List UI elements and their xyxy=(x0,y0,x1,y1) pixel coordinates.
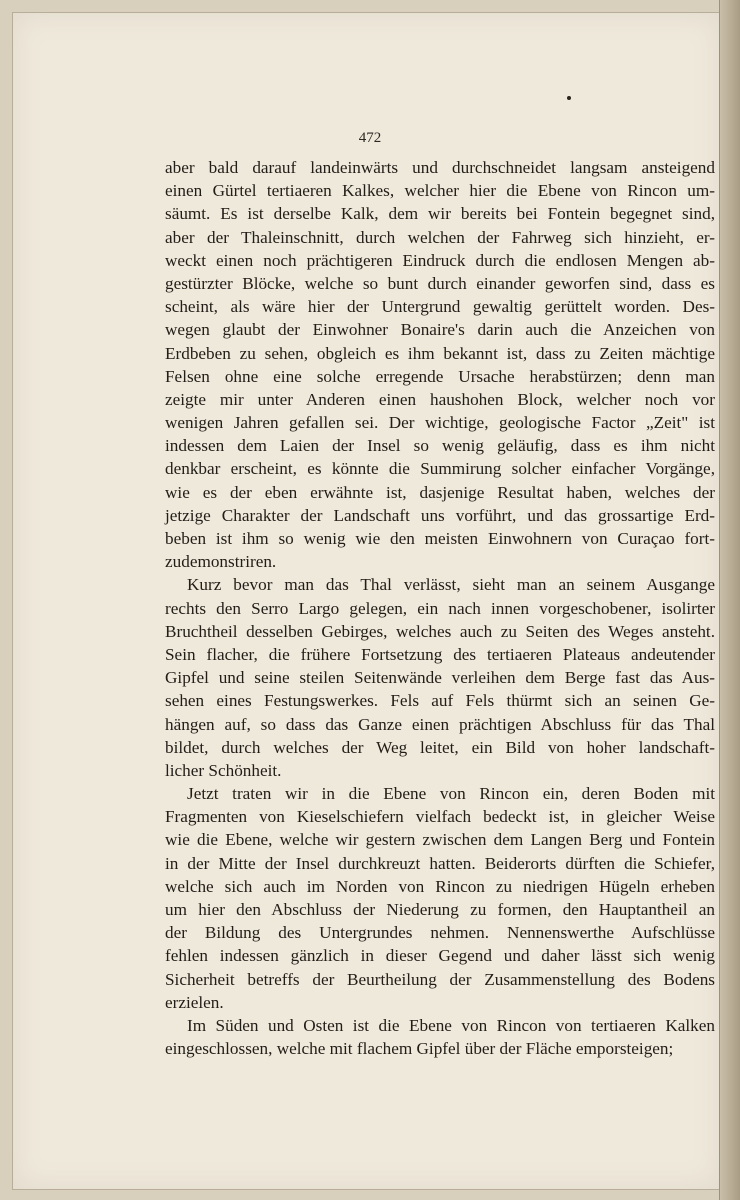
text-line: um hier den Abschluss der Niederung zu formen, den Hauptantheil an xyxy=(165,900,715,919)
text-line: Erdbeben zu sehen, obgleich es ihm bekannt ist, dass zu Zeiten mächtige xyxy=(165,343,715,363)
text-line: jetzige Charakter der Landschaft uns vorführt, und das grossartige Erd- xyxy=(165,505,715,525)
text-line: eingeschlossen, welche mit flachem Gipfel über der Fläche emporsteigen; xyxy=(165,1039,674,1059)
text-line: Jetzt traten wir in die Ebene von Rincon ein, deren Boden mit xyxy=(187,784,715,804)
text-line: sehen eines Festungswerkes. Fels auf Fels thürmt sich an seinen Ge- xyxy=(165,691,715,711)
text-line: welche sich auch im Norden von Rincon zu niedrigen Hügeln erheben xyxy=(165,876,715,896)
page-edge xyxy=(719,0,740,1200)
text-line: wenigen Jahren gefallen sei. Der wichtige, geologische Factor „Zeit" ist xyxy=(165,413,715,433)
text-line: fehlen indessen gänzlich in dieser Gegend und daher lässt sich wenig xyxy=(165,946,715,966)
text-line: Im Süden und Osten ist die Ebene von Rincon von tertiaeren Kalken xyxy=(187,1015,715,1035)
paragraph xyxy=(165,156,715,573)
text-line: bildet, durch welches der Weg leitet, ein Bild von hoher landschaft- xyxy=(165,737,715,757)
ink-speck xyxy=(567,96,571,100)
text-line: Sicherheit betreffs der Beurtheilung der Zusammenstellung des Bodens xyxy=(165,969,715,989)
text-line: erzielen. xyxy=(165,992,224,1012)
page-number: 472 xyxy=(358,130,382,146)
text-line: Bruchtheil desselben Gebirges, welches auch zu Seiten des Weges ansteht. xyxy=(165,621,715,641)
text-line: scheint, als wäre hier der Untergrund gewaltig gerüttelt worden. Des- xyxy=(165,297,715,317)
text-line: Felsen ohne eine solche erregende Ursache herabstürzen; denn man xyxy=(165,366,715,386)
text-line: aber bald darauf landeinwärts und durchschneidet langsam ansteigend xyxy=(165,158,715,177)
text-line: aber der Thaleinschnitt, durch welchen der Fahrweg sich hinzieht, er- xyxy=(165,227,715,247)
text-line: weckt einen noch prächtigeren Eindruck durch die endlosen Mengen ab- xyxy=(165,250,715,270)
text-line: einen Gürtel tertiaeren Kalkes, welcher hier die Ebene von Rincon um- xyxy=(165,181,715,201)
text-line: Kurz bevor man das Thal verlässt, sieht man an seinem Ausgange xyxy=(187,575,715,595)
text-line: beben ist ihm so wenig wie den meisten Einwohnern von Curaçao fort- xyxy=(165,529,715,548)
text-line: gestürzter Blöcke, welche so bunt durch einander geworfen sind, dass es xyxy=(165,273,715,293)
text-line: Sein flacher, die frühere Fortsetzung des tertiaeren Plateaus andeutender xyxy=(165,644,715,664)
body-text xyxy=(165,156,715,1060)
text-line: zeigte mir unter Anderen einen haushohen Block, welcher noch vor xyxy=(165,389,715,409)
text-line: wie die Ebene, welche wir gestern zwischen dem Langen Berg und Fontein xyxy=(165,830,715,850)
text-line: rechts den Serro Largo gelegen, ein nach innen vorgeschobener, isolirter xyxy=(165,598,715,618)
text-line: zudemonstriren. xyxy=(165,552,277,572)
text-line: indessen dem Laien der Insel so wenig geläufig, dass es ihm nicht xyxy=(165,436,715,456)
text-line: licher Schönheit. xyxy=(165,760,282,780)
text-line: in der Mitte der Insel durchkreuzt hatten. Beiderorts dürften die Schiefer, xyxy=(165,853,715,873)
text-line: hängen auf, so dass das Ganze einen prächtigen Abschluss für das Thal xyxy=(165,714,715,734)
text-line: Fragmenten von Kieselschiefern vielfach bedeckt ist, in gleicher Weise xyxy=(165,807,715,827)
text-line: wie es der eben erwähnte ist, dasjenige Resultat haben, welches der xyxy=(165,482,715,502)
paragraph xyxy=(165,573,715,782)
text-line: Gipfel und seine steilen Seitenwände verleihen dem Berge fast das Aus- xyxy=(165,668,715,688)
text-line: wegen glaubt der Einwohner Bonaire's darin auch die Anzeichen von xyxy=(165,320,715,340)
text-line: der Bildung des Untergrundes nehmen. Nennenswerthe Aufschlüsse xyxy=(165,923,715,943)
paragraph xyxy=(165,1014,715,1060)
paragraph xyxy=(165,782,715,1014)
text-line: säumt. Es ist derselbe Kalk, dem wir bereits bei Fontein begegnet sind, xyxy=(165,204,715,224)
text-line: denkbar erscheint, es könnte die Summirung solcher einfacher Vorgänge, xyxy=(165,459,715,479)
